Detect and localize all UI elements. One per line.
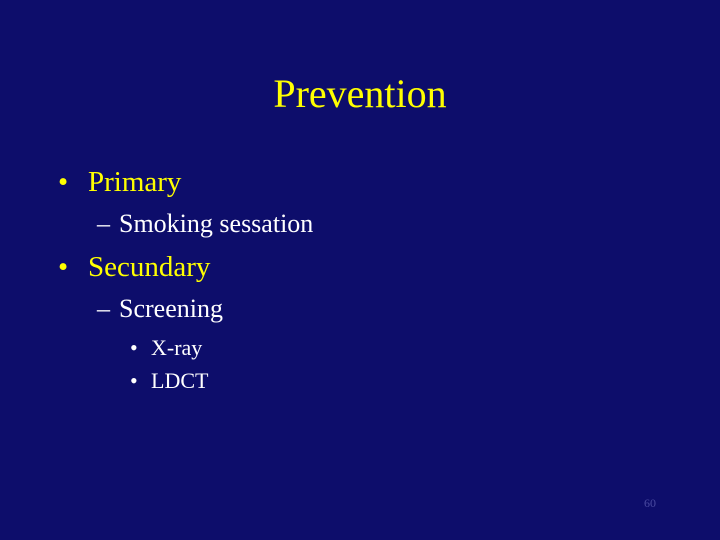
bullet-icon: • (130, 335, 138, 360)
bullet-label: Secundary (88, 251, 211, 283)
subsubitem-ldct (130, 370, 208, 392)
dash-icon: – (97, 294, 110, 323)
bullet-label: Primary (88, 166, 182, 198)
bullet-item-primary (58, 168, 181, 197)
subsubitem-label: X-ray (151, 335, 203, 360)
slide-title: Prevention (273, 71, 447, 116)
bullet-item-secundary (58, 253, 210, 282)
subitem-label: Screening (119, 294, 223, 323)
subsubitem-label: LDCT (151, 368, 209, 393)
bullet-icon: • (58, 166, 69, 198)
subitem-smoking-sessation (97, 211, 313, 237)
subitem-screening (97, 296, 223, 322)
subitem-label: Smoking sessation (119, 209, 314, 238)
bullet-icon: • (130, 368, 138, 393)
subsubitem-x-ray (130, 337, 202, 359)
page-number: 60 (644, 496, 656, 510)
dash-icon: – (97, 209, 110, 238)
bullet-icon: • (58, 251, 69, 283)
